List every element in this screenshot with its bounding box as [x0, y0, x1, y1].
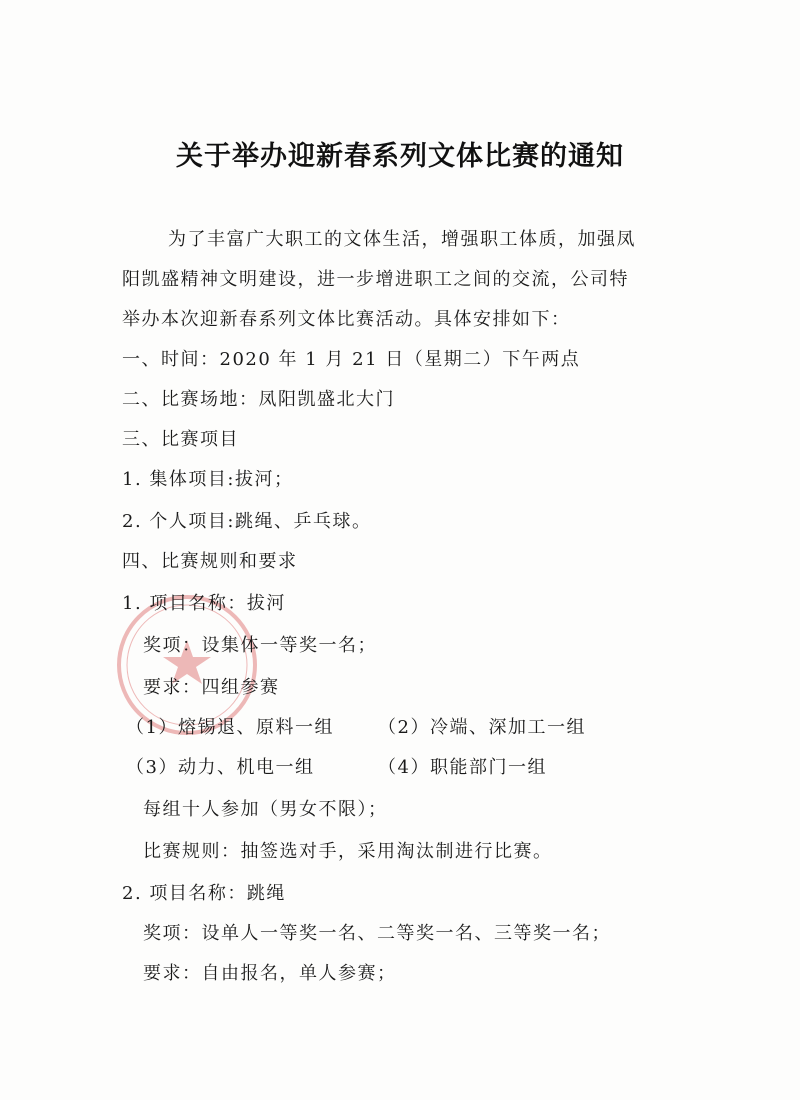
section-time: 一、时间：2020 年 1 月 21 日（星期二）下午两点	[122, 349, 581, 370]
document-title: 关于举办迎新春系列文体比赛的通知	[176, 141, 624, 172]
jump-rope-requirement: 要求：自由报名，单人参赛；	[143, 963, 397, 984]
tug-of-war-requirement: 要求：四组参赛	[143, 677, 280, 698]
intro-line-3: 举办本次迎新春系列文体比赛活动。具体安排如下：	[122, 309, 571, 330]
tug-of-war-participants: 每组十人参加（男女不限）；	[143, 799, 388, 820]
section-rules-heading: 四、比赛规则和要求	[122, 551, 298, 572]
intro-line-1: 为了丰富广大职工的文体生活，增强职工体质，加强凤	[168, 229, 636, 250]
tug-of-war-award: 奖项：设集体一等奖一名；	[143, 635, 377, 656]
group-4: （4）职能部门一组	[378, 757, 547, 778]
item-individual-event: 2. 个人项目:跳绳、乒乓球。	[122, 511, 372, 532]
item-group-event: 1. 集体项目:拔河；	[122, 469, 294, 490]
tug-of-war-rules: 比赛规则：抽签选对手，采用淘汰制进行比赛。	[143, 841, 553, 862]
tug-of-war-name: 1. 项目名称：拔河	[122, 593, 286, 614]
intro-line-2: 阳凯盛精神文明建设，进一步增进职工之间的交流，公司特	[122, 269, 629, 290]
jump-rope-award: 奖项：设单人一等奖一名、二等奖一名、三等奖一名；	[143, 923, 611, 944]
section-venue: 二、比赛场地：凤阳凯盛北大门	[122, 389, 395, 410]
section-items-heading: 三、比赛项目	[122, 429, 239, 450]
group-1: （1）熔锡退、原料一组	[126, 717, 334, 738]
jump-rope-name: 2. 项目名称：跳绳	[122, 883, 286, 904]
group-2: （2）冷端、深加工一组	[378, 717, 586, 738]
group-3: （3）动力、机电一组	[126, 757, 315, 778]
